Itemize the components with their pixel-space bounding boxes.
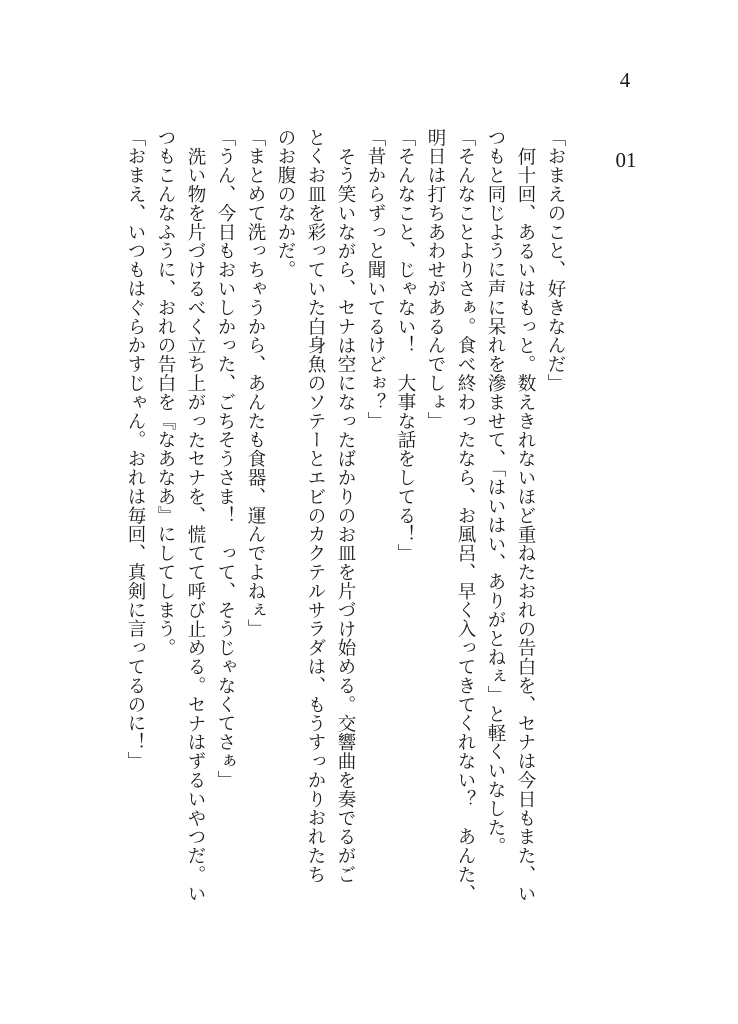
text-line: 「うん、今日もおいしかった、ごちそうさま！ って、そうじゃなくてさぁ」 bbox=[215, 128, 236, 790]
text-line: とくお皿を彩っていた白身魚のソテーとエビのカクテルサラダは、もうすっかりおれたち bbox=[305, 128, 326, 884]
text-line: 「昔からずっと聞いてるけどぉ？」 bbox=[365, 128, 386, 431]
text-line: 洗い物を片づけるべく立ち上がったセナを、慌てて呼び止める。セナはずるいやつだ。い bbox=[185, 146, 206, 903]
text-line: 「おまえのこと、好きなんだ」 bbox=[545, 128, 566, 393]
text-line: そう笑いながら、セナは空になったばかりのお皿を片づけ始める。交響曲を奏でるがご bbox=[335, 146, 356, 884]
chapter-number: 01 bbox=[615, 148, 637, 172]
page-number: 4 bbox=[619, 68, 631, 92]
text-line: 明日は打ちあわせがあるんでしょ」 bbox=[425, 128, 446, 431]
text-line: つもこんなふうに、おれの告白を『なあなあ』にしてしまう。 bbox=[155, 128, 176, 658]
text-line: 「そんなこと、じゃない！ 大事な話をしてる！」 bbox=[395, 128, 416, 563]
text-line: 何十回、あるいはもっと。数えきれないほど重ねたおれの告白を、セナは今日もまた、い bbox=[515, 146, 536, 903]
text-line: 「そんなことよりさぁ。食べ終わったなら、お風呂、早く入ってきてくれない？ あんた、 bbox=[455, 128, 476, 903]
text-line: つもと同じように声に呆れを滲ませて、「はいはい、ありがとねぇ」と軽くいなした。 bbox=[485, 128, 506, 856]
text-line: のお腹のなかだ。 bbox=[275, 128, 296, 280]
text-line: 「おまえ、いつもはぐらかすじゃん。おれは毎回、真剣に言ってるのに！」 bbox=[125, 128, 146, 771]
text-line: 「まとめて洗っちゃうから、あんたも食器、運んでよねぇ」 bbox=[245, 128, 266, 639]
body-text bbox=[120, 128, 570, 968]
